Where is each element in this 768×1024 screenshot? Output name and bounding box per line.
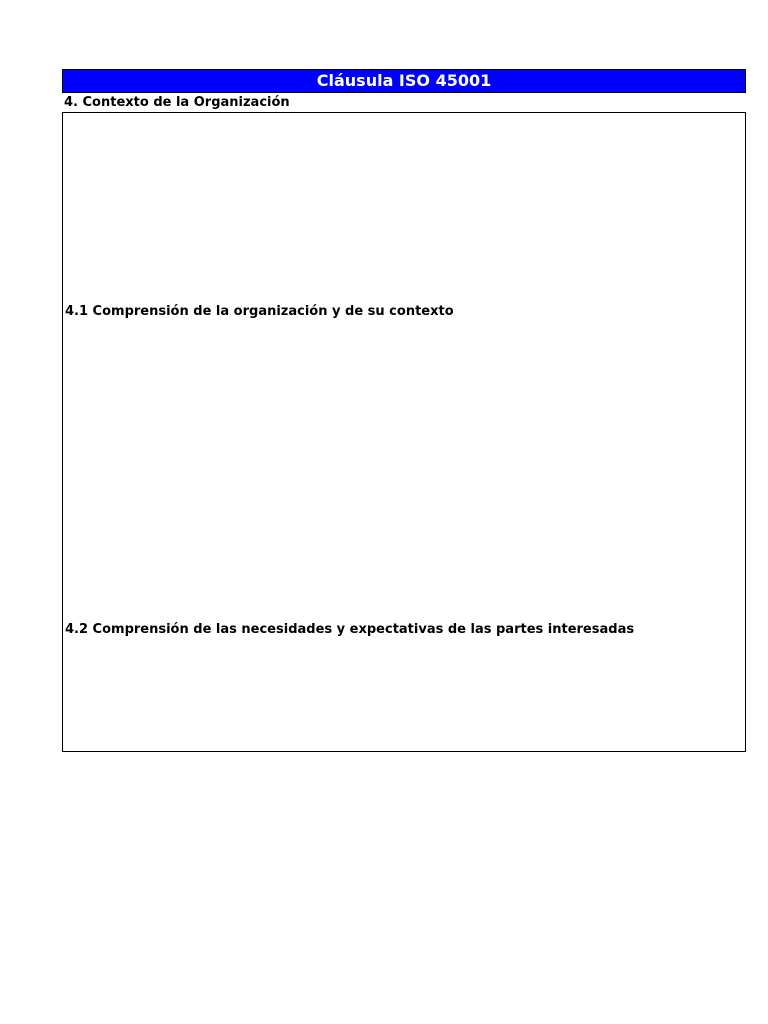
clause-4-2-box — [62, 511, 746, 752]
clause-header-title: Cláusula ISO 45001 — [316, 71, 492, 90]
clause-header — [62, 69, 746, 93]
clause-4-1-box — [62, 112, 746, 512]
section-title: 4. Contexto de la Organización — [64, 95, 290, 110]
clause-4-2-label: 4.2 Comprensión de las necesidades y expectativas de las partes interesadas — [65, 622, 635, 637]
clause-4-1-label: 4.1 Comprensión de la organización y de su contexto — [65, 304, 454, 319]
